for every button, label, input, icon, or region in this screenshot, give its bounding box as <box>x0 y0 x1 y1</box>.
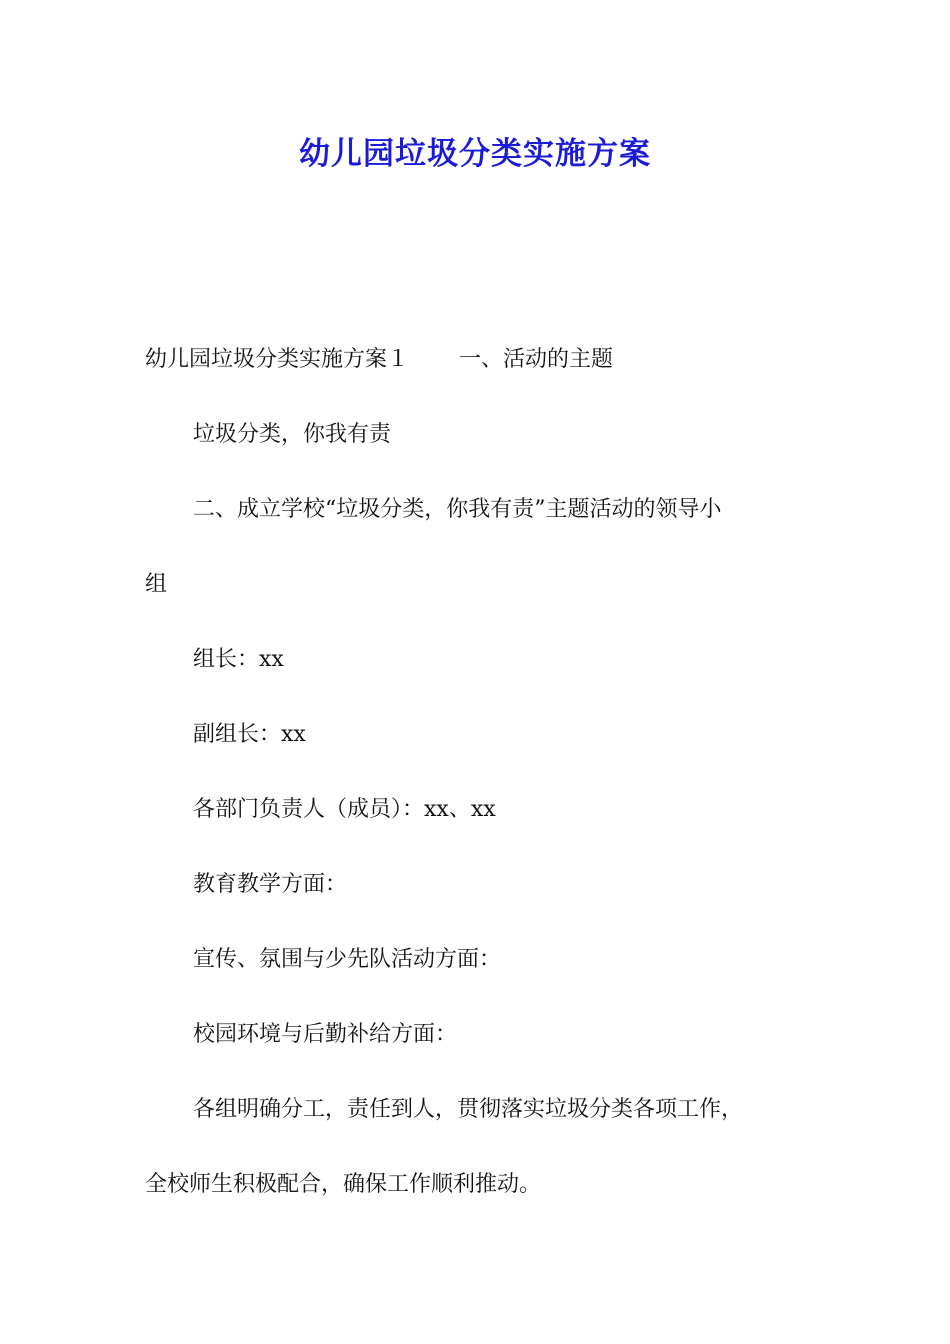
heading-line <box>145 322 825 397</box>
paragraph-section-two-continued: 组 <box>145 572 168 597</box>
paragraph-members: 各部门负责人（成员）：xx、xx <box>193 797 496 822</box>
heading-line-part2: 一、活动的主题 <box>459 347 614 372</box>
paragraph-teaching: 教育教学方面： <box>193 872 348 897</box>
paragraph-leader: 组长：xx <box>193 647 284 672</box>
paragraph-theme: 垃圾分类，你我有责 <box>193 422 392 447</box>
paragraph-division: 各组明确分工，责任到人，贯彻落实垃圾分类各项工作， <box>193 1097 744 1122</box>
paragraph-promotion: 宣传、氛围与少先队活动方面： <box>193 947 502 972</box>
paragraph-deputy-leader: 副组长：xx <box>193 722 306 747</box>
heading-line-part1: 幼儿园垃圾分类实施方案１ <box>145 347 410 372</box>
document-body <box>145 322 825 1222</box>
paragraph-environment: 校园环境与后勤补给方面： <box>193 1022 458 1047</box>
paragraph-section-two: 二、成立学校“垃圾分类，你我有责”主题活动的领导小 <box>193 497 722 522</box>
paragraph-division-continued: 全校师生积极配合，确保工作顺利推动。 <box>145 1172 542 1197</box>
document-title: 幼儿园垃圾分类实施方案 <box>299 136 651 172</box>
